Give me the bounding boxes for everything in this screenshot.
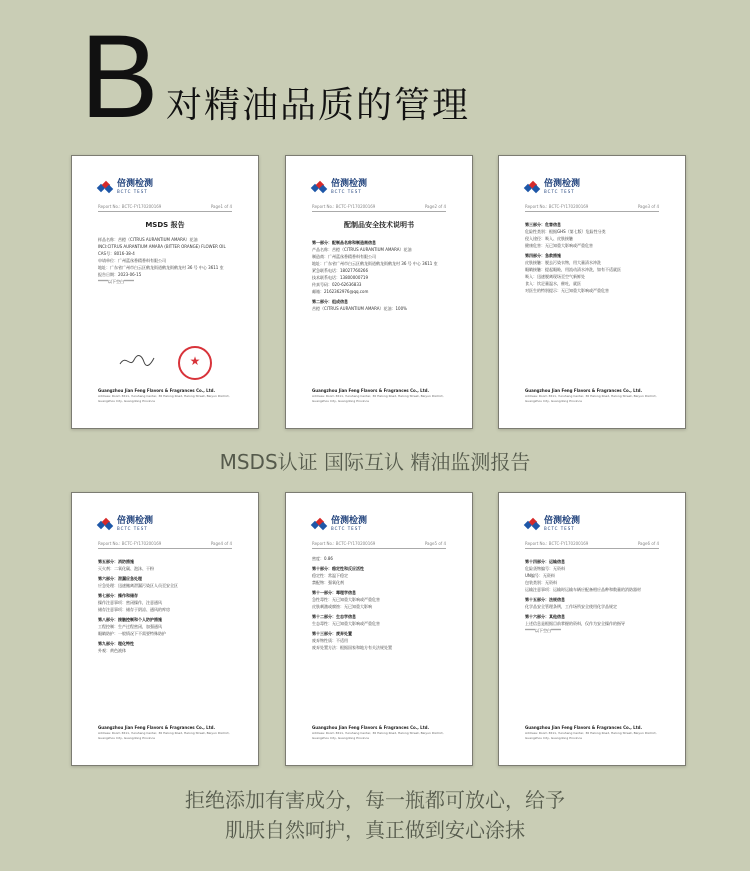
document-footer bbox=[525, 388, 663, 404]
logo bbox=[98, 516, 153, 532]
document-line: 食入：饮足量温水，催吐，就医 bbox=[525, 281, 581, 286]
logo-text bbox=[544, 516, 580, 532]
company-address: Address: Room 3611, Yunsheng Center, 36 Helong Road, Helong Street, Baiyun District, Guangzhou City, Guangdong Province bbox=[312, 731, 444, 740]
page-title: 对精油品质的管理 bbox=[166, 85, 471, 126]
section-heading: 第十部分：稳定性和反应活性 bbox=[312, 566, 364, 571]
company-name: Guangzhou Jian Feng Flavors & Fragrances Co., Ltd. bbox=[312, 388, 430, 393]
official-seal-icon bbox=[178, 346, 212, 380]
logo-name: 倍测检测 bbox=[117, 516, 154, 526]
document-line: 地址：广东省广州市白云区鹤龙街道鹤龙街鹤龙村 36 号 中心 3611 室 bbox=[312, 261, 438, 266]
document-line: 传真号码：020-62636833 bbox=[312, 282, 362, 287]
page-number: Page2 of 4 bbox=[424, 204, 446, 209]
logo bbox=[525, 516, 580, 532]
company-address: Address: Room 3611, Yunsheng Center, 36 Helong Road, Helong Street, Baiyun District, Guangzhou City, Guangdong Province bbox=[525, 394, 657, 403]
document-footer bbox=[98, 388, 236, 404]
section-heading: 第十四部分：运输信息 bbox=[525, 559, 565, 564]
document-line: 报告日期：2023-06-15 bbox=[98, 272, 142, 277]
logo-subtitle: BCTC TEST bbox=[544, 189, 575, 194]
document-line: 眼睛接触：提起眼睑，用流动清水冲洗，如有不适就医 bbox=[525, 267, 621, 272]
report-meta bbox=[98, 541, 232, 549]
report-meta bbox=[525, 204, 659, 212]
document-title: 配制品安全技术说明书 bbox=[344, 221, 414, 229]
document-line: 健康危害：无已知重大影响或严重危害 bbox=[525, 243, 593, 248]
report-meta bbox=[312, 204, 446, 212]
page-number: Page5 of 4 bbox=[424, 541, 446, 546]
document-line: 苦橙（CITRUS AURANTIUM AMARA）花油：100% bbox=[312, 306, 407, 311]
msds-document bbox=[71, 155, 259, 429]
document-line: 上述信息是根据目前掌握的资料，仅作为安全操作的指导 bbox=[525, 621, 625, 626]
document-line: 吸入：迅速脱离现场至空气新鲜处 bbox=[525, 274, 585, 279]
document-line: INCI:CITRUS AURANTIUM AMARA (BITTER ORANGE) FLOWER OIL bbox=[98, 244, 226, 249]
document-body bbox=[98, 236, 236, 285]
document-title: MSDS 报告 bbox=[145, 221, 185, 229]
logo-name: 倍测检测 bbox=[331, 179, 368, 189]
logo-mark-icon bbox=[98, 519, 112, 530]
document-line: UN编号：无资料 bbox=[525, 573, 555, 578]
logo-mark-icon bbox=[312, 182, 326, 193]
section-heading: 第十二部分：生态学信息 bbox=[312, 614, 356, 619]
document-line: 申请单位：广州蓝丝香精香料有限公司 bbox=[98, 258, 166, 263]
company-address: Address: Room 3611, Yunsheng Center, 36 Helong Road, Helong Street, Baiyun District, Guangzhou City, Guangdong Province bbox=[98, 394, 230, 403]
document-line: 急性毒性：无已知重大影响或严重危害 bbox=[312, 597, 380, 602]
logo-text bbox=[544, 179, 580, 195]
report-number: Report No.: BCTC-FY170200169 bbox=[525, 204, 589, 209]
document-line: 生态毒性：无已知重大影响或严重危害 bbox=[312, 621, 380, 626]
msds-document bbox=[498, 155, 686, 429]
section-heading: 第十一部分：毒理学信息 bbox=[312, 590, 356, 595]
section-heading: 第六部分：泄漏应急处理 bbox=[98, 576, 142, 581]
caption-bottom-line-1: 拒绝添加有害成分，每一瓶都可放心，给予 bbox=[185, 788, 565, 812]
company-address: Address: Room 3611, Yunsheng Center, 36 Helong Road, Helong Street, Baiyun District, Guangzhou City, Guangdong Province bbox=[312, 394, 444, 403]
section-heading: 第十三部分：废弃处置 bbox=[312, 631, 352, 636]
company-address: Address: Room 3611, Yunsheng Center, 36 Helong Road, Helong Street, Baiyun District, Guangzhou City, Guangdong Province bbox=[525, 731, 657, 740]
document-line: 禁配物：强氧化剂 bbox=[312, 580, 344, 585]
logo-mark-icon bbox=[525, 519, 539, 530]
logo-name: 倍测检测 bbox=[544, 179, 581, 189]
document-line: 地址：广东省广州市白云区鹤龙街道鹤龙街鹤龙村 36 号 中心 3611 室 bbox=[98, 265, 224, 270]
section-heading: 第十五部分：法规信息 bbox=[525, 597, 565, 602]
signature bbox=[118, 352, 156, 370]
document-line: *****以下空白***** bbox=[98, 279, 134, 284]
document-line: 工程控制：生产过程密闭，加强通风 bbox=[98, 624, 162, 629]
document-line: 样品名称：苦橙（CITRUS AURANTIUM AMARA）花油 bbox=[98, 237, 198, 242]
msds-document bbox=[498, 492, 686, 766]
msds-document bbox=[71, 492, 259, 766]
msds-document bbox=[285, 155, 473, 429]
star-icon: ★ bbox=[189, 354, 201, 368]
document-line: 操作注意事项：密闭操作，注意通风 bbox=[98, 600, 162, 605]
logo bbox=[525, 179, 580, 195]
document-body bbox=[525, 218, 663, 294]
document-line: 化学品安全管理条例，工作场所安全使用化学品规定 bbox=[525, 604, 617, 609]
document-line: 制造商：广州蓝丝香精香料有限公司 bbox=[312, 254, 376, 259]
document-line: 危险货物编号：无资料 bbox=[525, 566, 565, 571]
document-body bbox=[525, 555, 663, 634]
report-number: Report No.: BCTC-FY170200169 bbox=[525, 541, 589, 546]
document-line: 眼睛防护：一般情况下不需要特殊防护 bbox=[98, 631, 166, 636]
document-line: CAS号：8016-38-4 bbox=[98, 251, 135, 256]
msds-document bbox=[285, 492, 473, 766]
document-line: 稳定性：常温下稳定 bbox=[312, 573, 348, 578]
company-name: Guangzhou Jian Feng Flavors & Fragrances Co., Ltd. bbox=[98, 388, 216, 393]
logo bbox=[98, 179, 153, 195]
document-line: 技术联系电话：13800000719 bbox=[312, 275, 368, 280]
document-line: 密度：0.86 bbox=[312, 556, 333, 561]
section-heading: 第二部分：组成信息 bbox=[312, 299, 348, 304]
logo-text bbox=[117, 516, 153, 532]
section-heading: 第一部分：配制品名称和制造商信息 bbox=[312, 240, 376, 245]
document-line: *****以下空白***** bbox=[525, 628, 561, 633]
section-heading: 第九部分：理化特性 bbox=[98, 641, 134, 646]
document-footer bbox=[525, 725, 663, 741]
document-body bbox=[312, 236, 450, 312]
document-footer bbox=[98, 725, 236, 741]
company-name: Guangzhou Jian Feng Flavors & Fragrances Co., Ltd. bbox=[98, 725, 216, 730]
logo-name: 倍测检测 bbox=[331, 516, 368, 526]
document-line: 危险性类别：根据GHS（第七版）危险性分类 bbox=[525, 229, 606, 234]
logo-subtitle: BCTC TEST bbox=[331, 189, 362, 194]
logo-subtitle: BCTC TEST bbox=[331, 526, 362, 531]
logo-mark-icon bbox=[312, 519, 326, 530]
hero-letter: B bbox=[80, 11, 159, 143]
logo-name: 倍测检测 bbox=[117, 179, 154, 189]
section-heading: 第四部分：急救措施 bbox=[525, 253, 561, 258]
document-line: 紧急联系电话：18027760266 bbox=[312, 268, 368, 273]
document-line: 侵入途径：吸入、皮肤接触 bbox=[525, 236, 573, 241]
company-name: Guangzhou Jian Feng Flavors & Fragrances Co., Ltd. bbox=[312, 725, 430, 730]
report-meta bbox=[525, 541, 659, 549]
logo bbox=[312, 516, 367, 532]
section-heading: 第七部分：操作和储存 bbox=[98, 593, 138, 598]
report-number: Report No.: BCTC-FY170200169 bbox=[312, 541, 376, 546]
section-heading: 第八部分：接触控制和个人防护措施 bbox=[98, 617, 162, 622]
document-line: 废弃处置方法：根据国家和地方有关法规处置 bbox=[312, 645, 392, 650]
logo-subtitle: BCTC TEST bbox=[117, 189, 148, 194]
caption-middle: MSDS认证 国际互认 精油监测报告 bbox=[219, 450, 531, 474]
logo-text bbox=[117, 179, 153, 195]
logo-subtitle: BCTC TEST bbox=[117, 526, 148, 531]
logo-text bbox=[331, 516, 367, 532]
document-line: 对医生的特别提示：无已知重大影响或严重危害 bbox=[525, 288, 609, 293]
page-number: Page4 of 4 bbox=[210, 541, 232, 546]
document-line: 包装类别：无资料 bbox=[525, 580, 557, 585]
page-number: Page1 of 4 bbox=[210, 204, 232, 209]
logo-subtitle: BCTC TEST bbox=[544, 526, 575, 531]
company-name: Guangzhou Jian Feng Flavors & Fragrances Co., Ltd. bbox=[525, 725, 643, 730]
document-footer bbox=[312, 388, 450, 404]
document-line: 运输注意事项：运输时运输车辆应配备相应品种和数量的消防器材 bbox=[525, 587, 641, 592]
logo-mark-icon bbox=[525, 182, 539, 193]
document-body bbox=[98, 555, 236, 654]
document-line: 灭火剂：二氧化碳、泡沫、干粉 bbox=[98, 566, 154, 571]
report-number: Report No.: BCTC-FY170200169 bbox=[98, 541, 162, 546]
company-name: Guangzhou Jian Feng Flavors & Fragrances Co., Ltd. bbox=[525, 388, 643, 393]
report-meta bbox=[98, 204, 232, 212]
report-number: Report No.: BCTC-FY170200169 bbox=[312, 204, 376, 209]
document-line: 外观：黄色液体 bbox=[98, 648, 126, 653]
page-number: Page3 of 4 bbox=[637, 204, 659, 209]
document-line: 产品名称：苦橙（CITRUS AURANTIUM AMARA）花油 bbox=[312, 247, 412, 252]
report-meta bbox=[312, 541, 446, 549]
logo bbox=[312, 179, 367, 195]
section-heading: 第三部分：危害信息 bbox=[525, 222, 561, 227]
document-line: 皮肤接触：脱去污染衣物，用大量清水冲洗 bbox=[525, 260, 601, 265]
logo-name: 倍测检测 bbox=[544, 516, 581, 526]
document-line: 邮箱：2162362976@qq.com bbox=[312, 289, 369, 294]
company-address: Address: Room 3611, Yunsheng Center, 36 Helong Road, Helong Street, Baiyun District, Guangzhou City, Guangdong Province bbox=[98, 731, 230, 740]
logo-text bbox=[331, 179, 367, 195]
document-line: 皮肤刺激或腐蚀：无已知重大影响 bbox=[312, 604, 372, 609]
caption-bottom-line-2: 肌肤自然呵护，真正做到安心涂抹 bbox=[225, 818, 525, 842]
page-number: Page6 of 4 bbox=[637, 541, 659, 546]
document-line: 废弃物性质：不适用 bbox=[312, 638, 348, 643]
document-body bbox=[312, 555, 450, 651]
report-number: Report No.: BCTC-FY170200169 bbox=[98, 204, 162, 209]
logo-mark-icon bbox=[98, 182, 112, 193]
document-line: 储存注意事项：储存于阴凉、通风的库房 bbox=[98, 607, 170, 612]
section-heading: 第五部分：消防措施 bbox=[98, 559, 134, 564]
section-heading: 第十六部分：其他信息 bbox=[525, 614, 565, 619]
document-footer bbox=[312, 725, 450, 741]
document-line: 应急处理：迅速撤离泄漏污染区人员至安全区 bbox=[98, 583, 178, 588]
